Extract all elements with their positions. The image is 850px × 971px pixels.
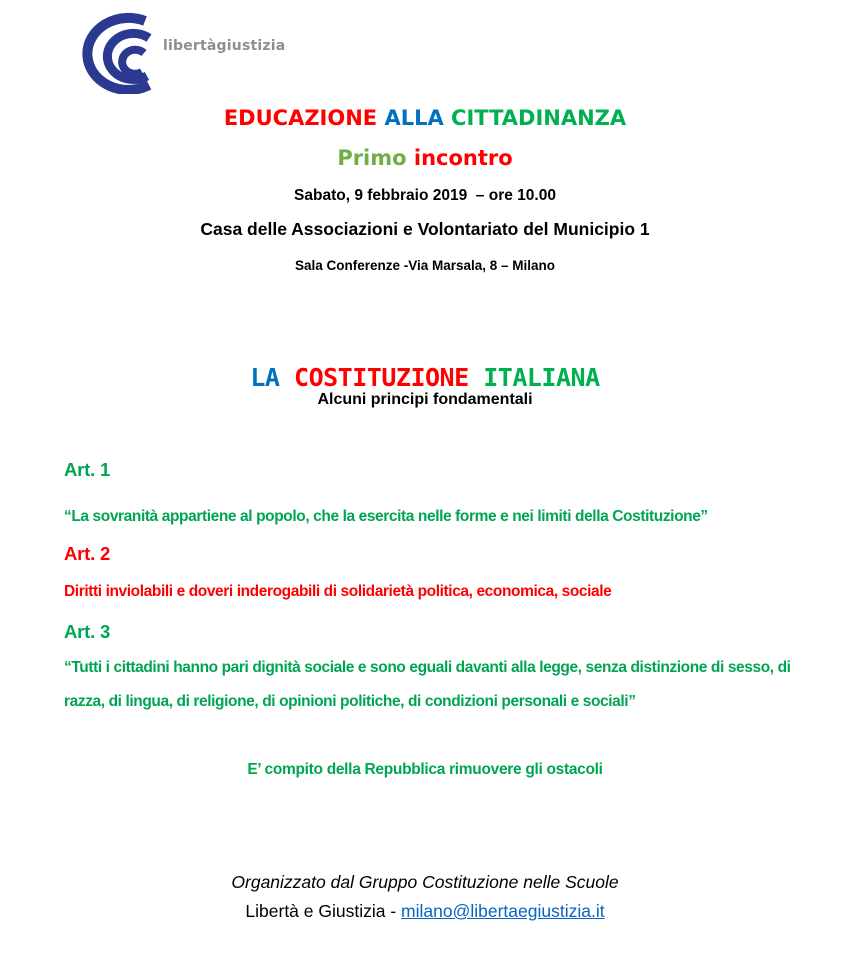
section-title	[0, 363, 850, 392]
event-room-line: Sala Conferenze -Via Marsala, 8 – Milano	[294, 258, 556, 273]
main-title-word-educazione: EDUCAZIONE	[223, 106, 378, 130]
meeting-subtitle	[0, 146, 850, 170]
footer-organizer-line: Organizzato dal Gruppo Costituzione nelle Scuole	[231, 872, 619, 892]
subtitle-word-incontro: incontro	[413, 146, 513, 170]
callout-line: E’ compito della Repubblica rimuovere gli ostacoli	[247, 761, 603, 778]
logo	[45, 12, 285, 94]
email-link[interactable]: milano@libertaegiustizia.it	[401, 901, 605, 921]
article-1-heading: Art. 1	[64, 459, 111, 480]
main-title	[0, 106, 850, 130]
subtitle-word-primo: Primo	[337, 146, 407, 170]
article-2-text: Diritti inviolabili e doveri inderogabili di solidarietà politica, economica, sociale	[64, 583, 612, 600]
logo-arcs-icon	[45, 12, 167, 94]
logo-brand-text: libertàgiustizia	[163, 38, 286, 54]
main-title-word-alla: ALLA	[384, 106, 444, 130]
event-venue-line: Casa delle Associazioni e Volontariato del Municipio 1	[200, 219, 650, 239]
footer-contact-line	[0, 901, 850, 922]
section-subtitle: Alcuni principi fondamentali	[317, 391, 533, 408]
article-2-heading: Art. 2	[64, 543, 111, 564]
section-title-word-costituzione: COSTITUZIONE	[294, 363, 469, 392]
article-1-text: “La sovranità appartiene al popolo, che la esercita nelle forme e nei limiti della Costituzione”	[64, 508, 708, 525]
article-3-heading: Art. 3	[64, 621, 111, 642]
section-title-word-italiana: ITALIANA	[483, 363, 600, 392]
main-title-word-cittadinanza: CITTADINANZA	[451, 106, 627, 130]
article-3-text: “Tutti i cittadini hanno pari dignità sociale e sono eguali davanti alla legge, senza distinzione di sesso, di razza, di lingua, di religione, di opinioni politiche, di condizioni personali e sociali”	[64, 659, 791, 710]
section-title-word-la: LA	[250, 363, 280, 392]
footer-contact-prefix: Libertà e Giustizia -	[245, 901, 402, 921]
event-date-line: Sabato, 9 febbraio 2019 – ore 10.00	[294, 187, 556, 204]
